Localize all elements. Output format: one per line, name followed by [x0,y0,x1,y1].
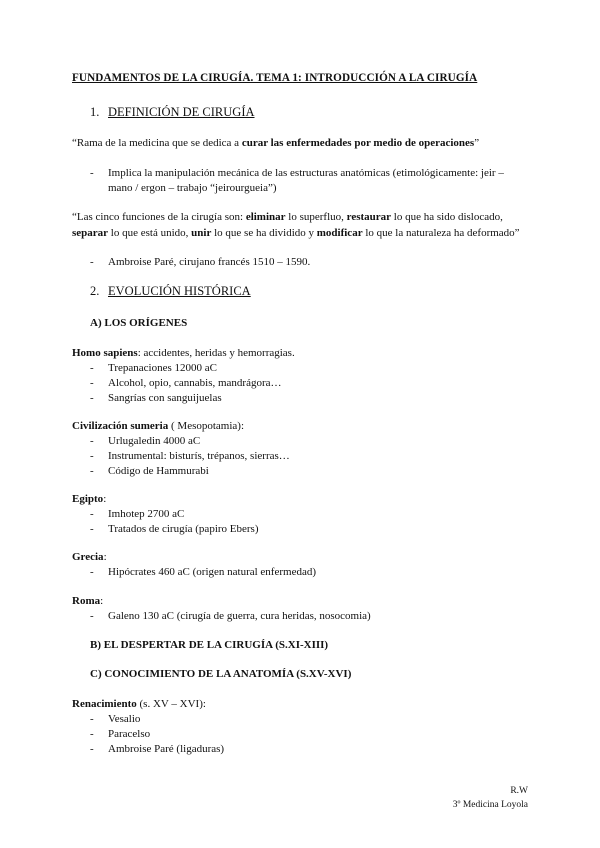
bullet-dash: - [90,743,94,755]
list-item-text: Hipócrates 460 aC (origen natural enfermedad) [108,566,316,578]
section-label-rest: : [103,493,107,505]
roma-heading [72,594,103,609]
section-1-heading: DEFINICIÓN DE CIRUGÍA [108,105,255,119]
list-item-text: Paracelso [108,728,151,740]
quote-text-end: ” [474,137,480,149]
subsection-c-heading: C) CONOCIMIENTO DE LA ANATOMÍA (S.XV-XVI) [90,668,352,680]
bullet-dash: - [90,450,94,462]
list-item-continuation: mano / ergon – trabajo “jeirourgueia”) [108,182,277,194]
list-item-text: Ambroise Paré (ligaduras) [108,743,225,755]
list-item-text: Código de Hammurabi [108,465,209,477]
list-item-text: Imhotep 2700 aC [108,508,185,520]
quote-text: lo superfluo, [285,211,347,223]
section-label: Roma [72,595,101,607]
bullet-dash: - [90,377,94,389]
section-label-rest: (s. XV – XVI): [136,698,206,710]
list-item-text: Instrumental: bisturís, trépanos, sierras… [108,450,290,462]
bullet-dash: - [90,523,94,535]
bullet-dash: - [90,167,94,179]
list-item-text: Tratados de cirugía (papiro Ebers) [108,523,259,535]
quote-bold-text: modificar [316,227,363,239]
section-label: Renacimiento [72,698,137,710]
quote-text: lo que la naturaleza ha deformado” [362,227,520,239]
bullet-dash: - [90,713,94,725]
section-1-number: 1. [90,105,100,119]
egipto-heading [72,492,106,507]
bullet-dash: - [90,435,94,447]
list-item-text: Urlugaledin 4000 aC [108,435,201,447]
list-item-text: Ambroise Paré, cirujano francés 1510 – 1590. [108,256,311,268]
section-label-rest: : accidentes, heridas y hemorragias. [137,347,295,359]
list-item-text: Implica la manipulación mecánica de las estructuras anatómicas (etimológicamente: jeir – [108,167,504,179]
section-label: Civilización sumeria [72,420,169,432]
list-item-text: Trepanaciones 12000 aC [108,362,217,374]
section-label-rest: : [103,551,107,563]
quote-text: “Las cinco funciones de la cirugía son: [72,211,246,223]
section-label-rest: : [100,595,104,607]
bullet-dash: - [90,465,94,477]
bullet-dash: - [90,610,94,622]
list-item-text: Vesalio [108,713,141,725]
quote-bold-text: eliminar [245,211,286,223]
quote-text: lo que está unido, [108,227,192,239]
bullet-dash: - [90,392,94,404]
functions-quote-line-1 [72,210,503,225]
bullet-dash: - [90,256,94,268]
renacimiento-heading [72,697,206,712]
quote-bold-text: separar [72,227,109,239]
list-item-text: Alcohol, opio, cannabis, mandrágora… [108,377,282,389]
bullet-dash: - [90,728,94,740]
definition-quote [72,136,479,151]
quote-bold-text: unir [191,227,212,239]
homo-sapiens-heading [72,346,295,361]
document-title: FUNDAMENTOS DE LA CIRUGÍA. TEMA 1: INTRODUCCIÓN A LA CIRUGÍA [72,72,478,84]
section-2-number: 2. [90,284,100,298]
list-item-text: Sangrías con sanguijuelas [108,392,222,404]
section-label-rest: ( Mesopotamia): [168,420,245,432]
section-2-heading: EVOLUCIÓN HISTÓRICA [108,284,251,298]
bullet-dash: - [90,362,94,374]
sumeria-heading [72,419,244,434]
footer-initials: R.W [510,786,528,796]
quote-text: lo que se ha dividido y [211,227,317,239]
bullet-dash: - [90,566,94,578]
subsection-a-heading: A) LOS ORÍGENES [90,317,188,329]
section-label: Egipto [72,493,104,505]
quote-text: “Rama de la medicina que se dedica a [72,137,242,149]
functions-quote-line-2 [72,226,520,241]
section-label: Grecia [72,551,104,563]
quote-text: lo que ha sido dislocado, [391,211,503,223]
section-label: Homo sapiens [72,347,138,359]
list-item-text: Galeno 130 aC (cirugía de guerra, cura heridas, nosocomia) [108,610,371,622]
footer-course: 3º Medicina Loyola [452,800,528,810]
quote-bold-text: curar las enfermedades por medio de operaciones [241,137,475,149]
quote-bold-text: restaurar [346,211,392,223]
subsection-b-heading: B) EL DESPERTAR DE LA CIRUGÍA (S.XI-XIII) [90,639,329,651]
grecia-heading [72,550,107,565]
bullet-dash: - [90,508,94,520]
